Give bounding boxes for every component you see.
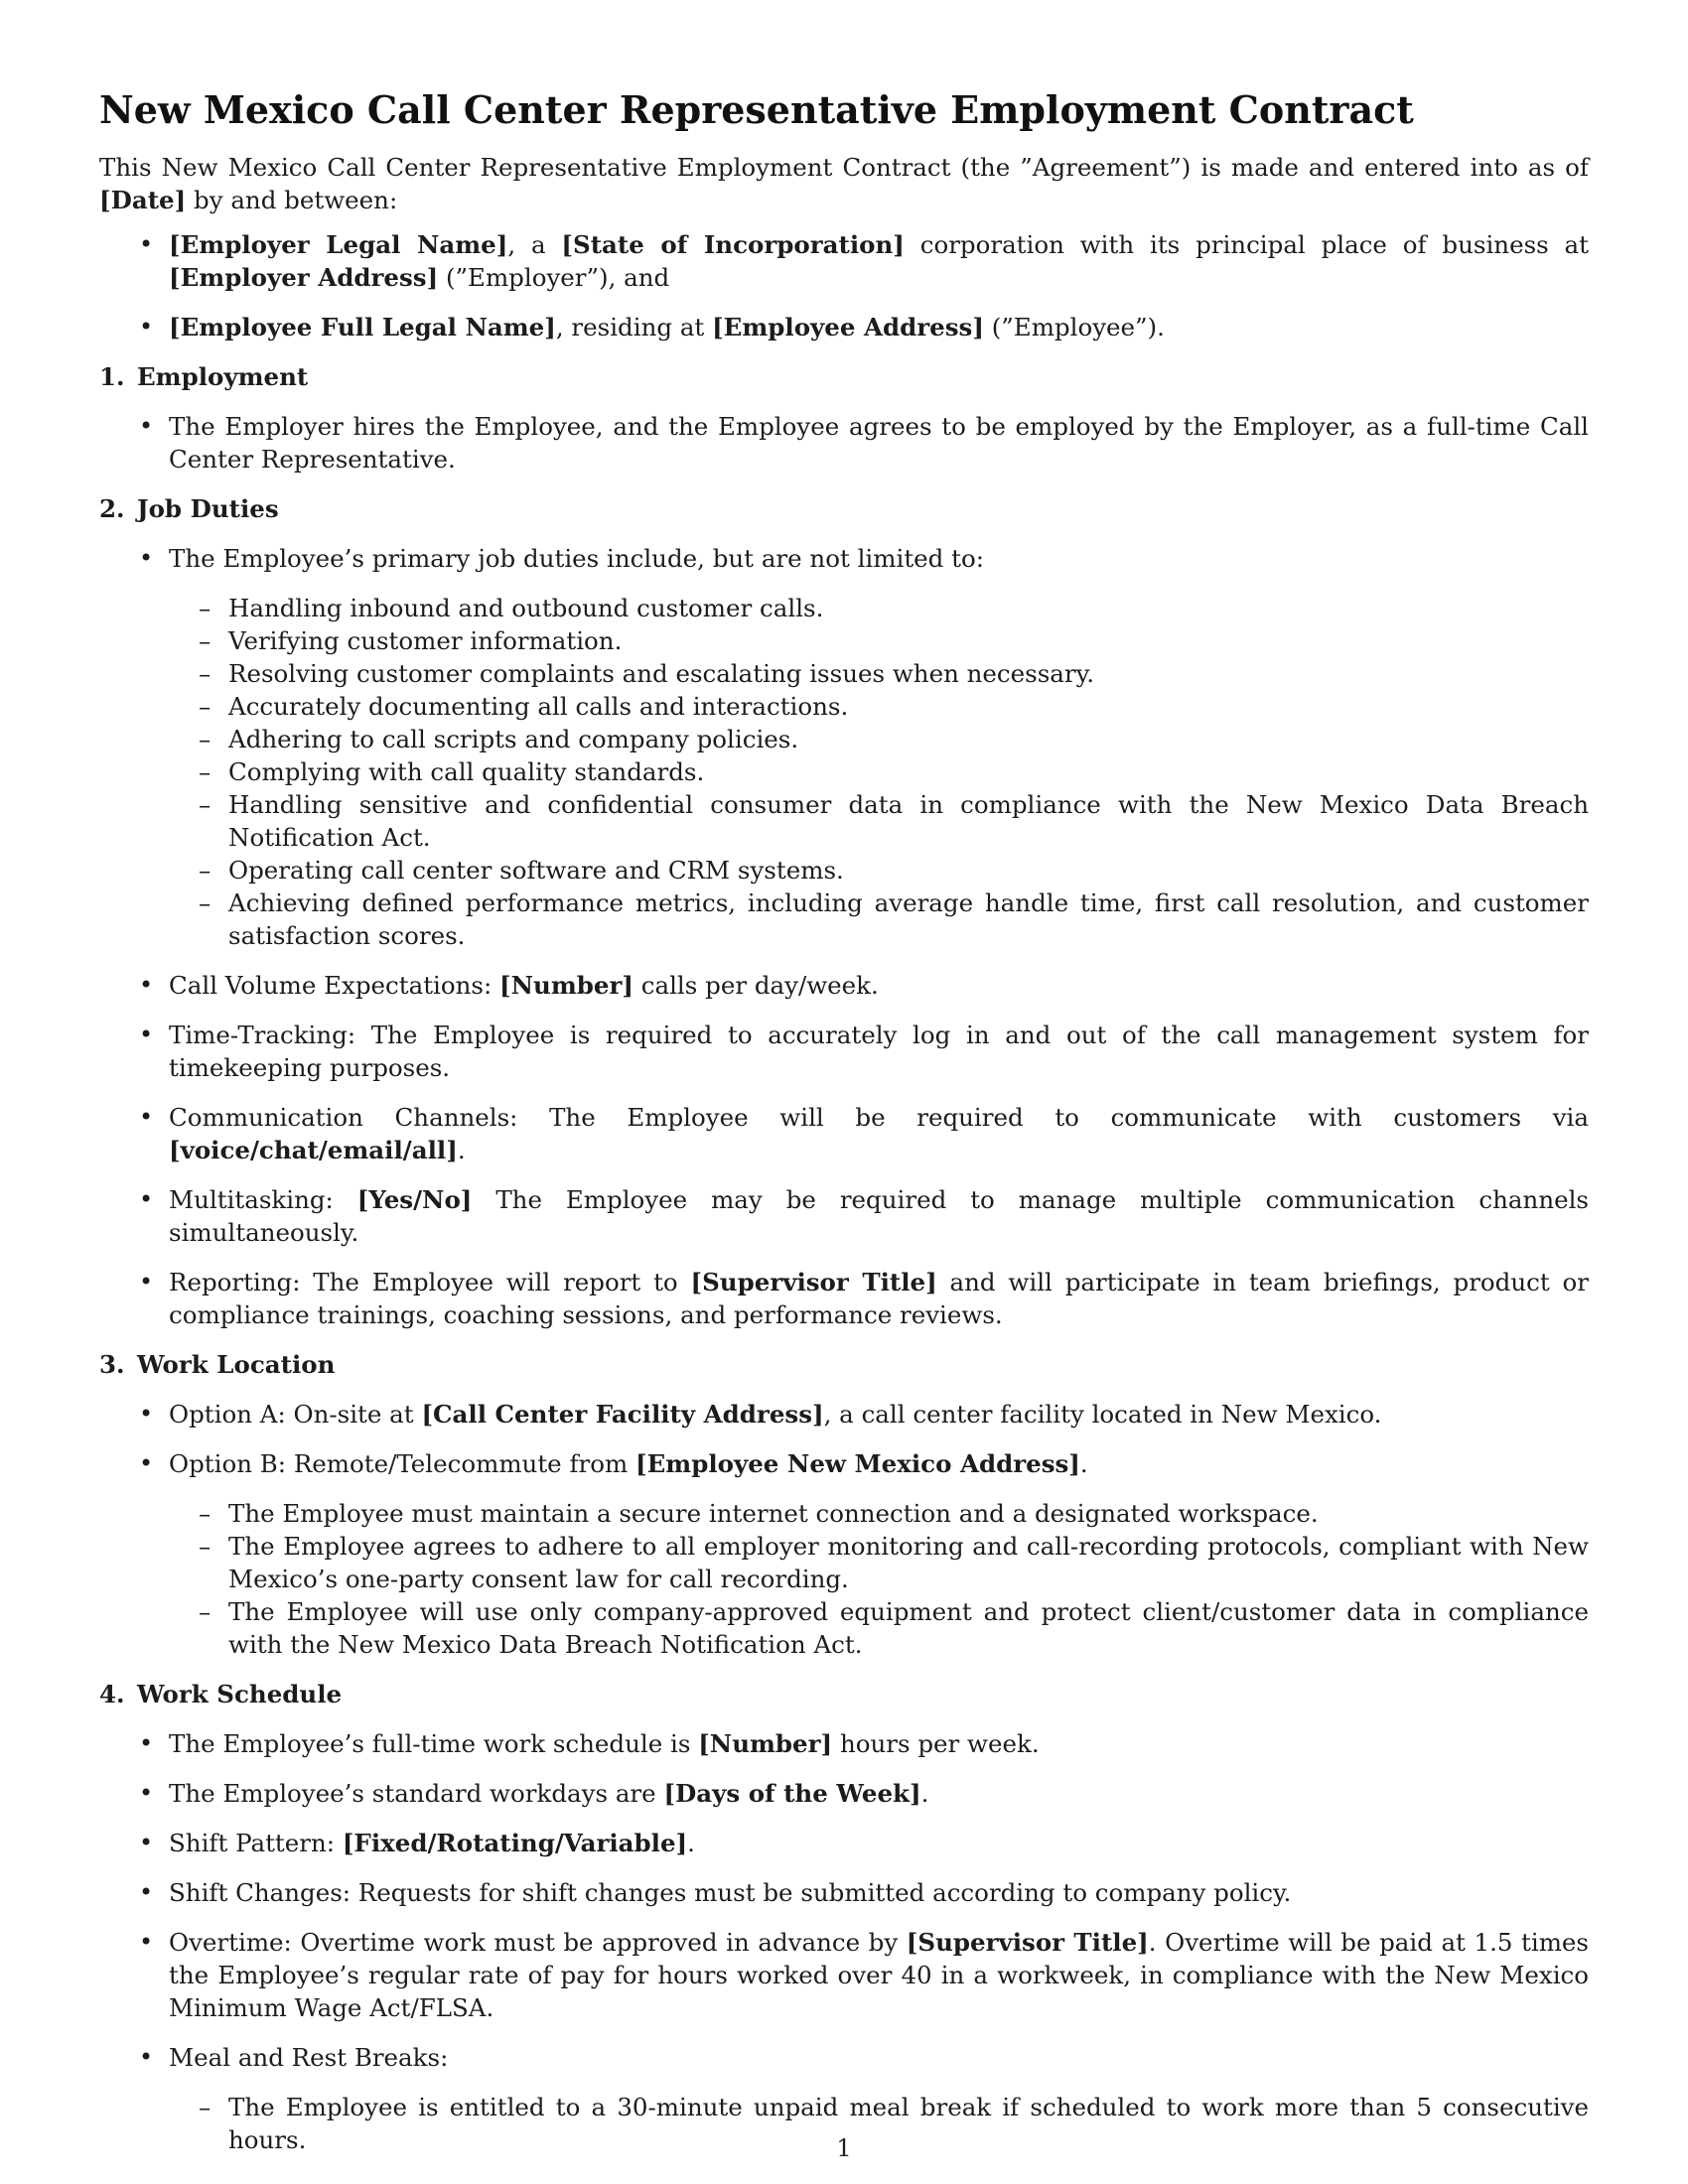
text: . — [920, 1779, 929, 1808]
supervisor-placeholder: [Supervisor Title] — [690, 1268, 937, 1297]
bullet-icon: • — [139, 1103, 154, 1131]
section-heading-work-location — [99, 1348, 1589, 1381]
duty-item — [169, 788, 1589, 854]
document-title: New Mexico Call Center Representative Employment Contract — [99, 87, 1414, 132]
intro-text-end: by and between: — [186, 186, 398, 214]
list-item — [99, 1727, 1589, 1760]
bullet-icon: • — [139, 544, 154, 572]
list-item — [99, 1398, 1589, 1431]
remote-item — [169, 1595, 1589, 1661]
remote-item — [169, 1530, 1589, 1595]
text: Reporting: The Employee will report to — [169, 1268, 691, 1297]
text: Communication Channels: The Employee will be required to communicate with customers via — [169, 1103, 1589, 1132]
section-heading-employment — [99, 360, 1589, 393]
text: , a — [507, 230, 562, 259]
text: Option B: Remote/Telecommute from — [169, 1449, 636, 1478]
dash-icon: – — [199, 790, 211, 819]
text: Shift Pattern: — [169, 1829, 343, 1857]
bullet-icon: • — [139, 230, 154, 258]
bullet-icon: • — [139, 971, 154, 999]
section-title: Employment — [137, 362, 309, 391]
text: Adhering to call scripts and company policies. — [228, 725, 799, 753]
text: . — [687, 1829, 695, 1857]
bullet-icon: • — [139, 313, 154, 341]
section-heading-work-schedule — [99, 1678, 1589, 1710]
section-title: Work Schedule — [137, 1680, 343, 1708]
remote-address-placeholder: [Employee New Mexico Address] — [635, 1449, 1080, 1478]
text: . — [457, 1136, 466, 1164]
duty-item — [169, 854, 1589, 887]
employer-name-placeholder: [Employer Legal Name] — [169, 230, 508, 259]
multitasking-placeholder: [Yes/No] — [356, 1185, 473, 1214]
text: , residing at — [555, 313, 713, 341]
section-title: Work Location — [137, 1350, 336, 1379]
party-employee — [99, 311, 1589, 343]
text: , a call center facility located in New Mexico. — [823, 1400, 1382, 1429]
text: The Employee will use only company-approved equipment and protect client/customer data in compliance with the New Mexico Data Breach Notification Act. — [228, 1597, 1589, 1659]
list-item — [99, 1266, 1589, 1331]
duty-item — [169, 592, 1589, 624]
channels-placeholder: [voice/chat/email/all] — [169, 1136, 458, 1164]
bullet-icon: • — [139, 1878, 154, 1906]
call-volume-placeholder: [Number] — [499, 971, 633, 1000]
date-placeholder: [Date] — [99, 186, 187, 214]
dash-icon: – — [199, 626, 211, 655]
parties-list — [99, 228, 1589, 343]
bullet-icon: • — [139, 1928, 154, 1956]
section-heading-job-duties — [99, 492, 1589, 525]
section-number: 2. — [99, 494, 125, 523]
text: The Employee is entitled to a 30-minute unpaid meal break if scheduled to work more than 5 consecutive hours. — [228, 2093, 1589, 2154]
employment-list — [99, 410, 1589, 476]
text: The Employee must maintain a secure internet connection and a designated workspace. — [228, 1499, 1319, 1528]
text: Call Volume Expectations: — [169, 971, 500, 1000]
text: hours per week. — [832, 1729, 1040, 1758]
job-duties-list — [99, 542, 1589, 1331]
text: The Employee may be required to manage multiple communication channels simultaneously. — [169, 1185, 1589, 1247]
duties-sublist — [169, 592, 1589, 952]
text: Achieving defined performance metrics, including average handle time, first call resolution, and customer satisfaction scores. — [228, 888, 1589, 950]
bullet-icon: • — [139, 2043, 154, 2071]
text: The Employee’s full-time work schedule is — [169, 1729, 699, 1758]
bullet-icon: • — [139, 1268, 154, 1296]
state-placeholder: [State of Incorporation] — [561, 230, 905, 259]
list-item — [99, 1827, 1589, 1859]
text: Overtime: Overtime work must be approved in advance by — [169, 1928, 907, 1957]
list-item — [99, 1183, 1589, 1249]
bullet-icon: • — [139, 1449, 154, 1477]
hours-placeholder: [Number] — [698, 1729, 833, 1758]
section-number: 4. — [99, 1680, 125, 1708]
text: corporation with its principal place of business at — [904, 230, 1589, 259]
list-item — [99, 542, 1589, 952]
supervisor-placeholder: [Supervisor Title] — [906, 1928, 1149, 1957]
list-item — [99, 1876, 1589, 1909]
remote-item — [169, 1497, 1589, 1530]
text: (”Employee”). — [983, 313, 1165, 341]
shift-pattern-placeholder: [Fixed/Rotating/Variable] — [342, 1829, 688, 1857]
text: Handling inbound and outbound customer calls. — [228, 594, 824, 622]
dash-icon: – — [199, 725, 211, 753]
employer-address-placeholder: [Employer Address] — [169, 263, 439, 292]
bullet-icon: • — [139, 1185, 154, 1213]
party-employer — [99, 228, 1589, 294]
bullet-icon: • — [139, 1021, 154, 1048]
text: (”Employer”), and — [438, 263, 670, 292]
text: The Employee agrees to adhere to all employer monitoring and call-recording protocols, compliant with New Mexico’s one-party consent law for call recording. — [228, 1532, 1589, 1593]
list-item — [99, 969, 1589, 1002]
facility-address-placeholder: [Call Center Facility Address] — [421, 1400, 824, 1429]
intro-text: This New Mexico Call Center Representative Employment Contract (the ”Agreement”) is made and entered into as of — [99, 153, 1589, 182]
dash-icon: – — [199, 659, 211, 688]
remote-sublist — [169, 1497, 1589, 1661]
bullet-icon: • — [139, 412, 154, 440]
duty-item — [169, 723, 1589, 755]
section-title: Job Duties — [137, 494, 279, 523]
employee-address-placeholder: [Employee Address] — [712, 313, 984, 341]
section-number: 3. — [99, 1350, 125, 1379]
text: . Overtime will be paid at 1.5 times the Employee’s regular rate of pay for hours worked over 40 in a workweek, in compliance with the New Mexico Minimum Wage Act/FLSA. — [169, 1928, 1590, 2022]
text: Accurately documenting all calls and interactions. — [228, 692, 849, 721]
text: Option A: On-site at — [169, 1400, 422, 1429]
dash-icon: – — [199, 1499, 211, 1528]
duty-item — [169, 657, 1589, 690]
list-item — [99, 1447, 1589, 1661]
dash-icon: – — [199, 856, 211, 885]
section-number: 1. — [99, 362, 125, 391]
work-location-list — [99, 1398, 1589, 1661]
text: Operating call center software and CRM systems. — [228, 856, 844, 885]
text: Time-Tracking: The Employee is required to accurately log in and out of the call management system for timekeeping purposes. — [169, 1021, 1589, 1082]
bullet-icon: • — [139, 1829, 154, 1856]
duty-item — [169, 887, 1589, 952]
list-item — [99, 410, 1589, 476]
text: Meal and Rest Breaks: — [169, 2043, 449, 2072]
list-item — [99, 1777, 1589, 1810]
text: The Employer hires the Employee, and the Employee agrees to be employed by the Employer, as a full-time Call Center Representative. — [169, 412, 1589, 474]
text: Resolving customer complaints and escalating issues when necessary. — [228, 659, 1094, 688]
dash-icon: – — [199, 1532, 211, 1561]
document-page — [99, 87, 1589, 2173]
dash-icon: – — [199, 757, 211, 786]
page-number: 1 — [836, 2134, 852, 2162]
text: . — [1079, 1449, 1088, 1478]
bullet-icon: • — [139, 1729, 154, 1757]
text: and will participate in team briefings, product or compliance trainings, coaching sessions, and performance reviews. — [169, 1268, 1589, 1329]
list-item — [99, 1101, 1589, 1166]
text: The Employee’s standard workdays are — [169, 1779, 664, 1808]
work-schedule-list — [99, 1727, 1589, 2156]
duty-item — [169, 755, 1589, 788]
employee-name-placeholder: [Employee Full Legal Name] — [169, 313, 556, 341]
bullet-icon: • — [139, 1779, 154, 1807]
dash-icon: – — [199, 1597, 211, 1626]
text: Complying with call quality standards. — [228, 757, 705, 786]
text: calls per day/week. — [633, 971, 879, 1000]
text: Multitasking: — [169, 1185, 357, 1214]
dash-icon: – — [199, 594, 211, 622]
text: Verifying customer information. — [228, 626, 623, 655]
list-item — [99, 1926, 1589, 2024]
duty-item — [169, 624, 1589, 657]
list-item — [99, 1019, 1589, 1084]
dash-icon: – — [199, 692, 211, 721]
text: Shift Changes: Requests for shift changes must be submitted according to company policy. — [169, 1878, 1292, 1907]
bullet-icon: • — [139, 1400, 154, 1428]
duty-item — [169, 690, 1589, 723]
text: The Employee’s primary job duties include, but are not limited to: — [169, 544, 984, 573]
dash-icon: – — [199, 888, 211, 917]
text: Handling sensitive and confidential consumer data in compliance with the New Mexico Data Breach Notification Act. — [228, 790, 1589, 852]
days-placeholder: [Days of the Week] — [663, 1779, 921, 1808]
dash-icon: – — [199, 2093, 211, 2121]
intro-paragraph — [99, 151, 1589, 216]
